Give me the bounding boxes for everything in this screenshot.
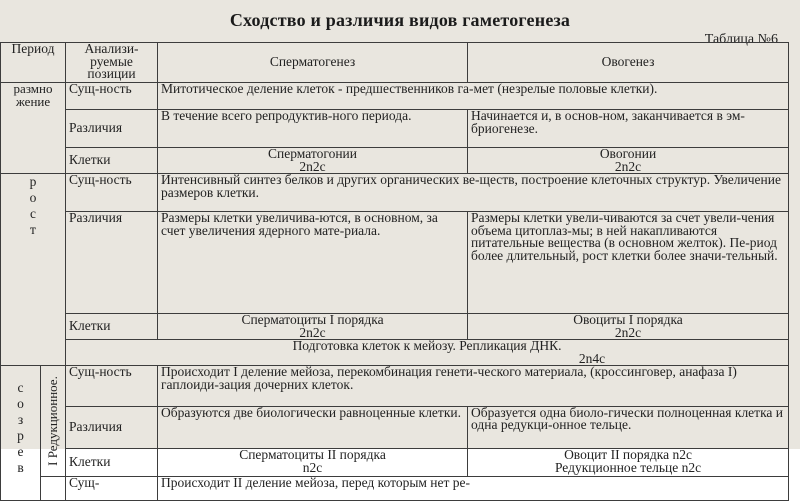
growth-essence: Интенсивный синтез белков и других органических ве-ществ, построение клеточных структур. Увеличение размеров клетки. — [158, 174, 789, 212]
maturation2-essence: Происходит II деление мейоза, перед которым нет ре- — [158, 477, 789, 501]
table-row — [1, 110, 789, 148]
label-essence: Сущ-ность — [66, 366, 158, 407]
growth-diff-oo: Размеры клетки увели-чиваются за счет увели-чения объема цитоплаз-мы; в ней накапливаются питательные вещества (в основном желток). Пе-риод более длительный, рост клетки более значи-тельный. — [468, 212, 789, 314]
table-row — [1, 174, 789, 212]
period-maturation — [1, 366, 41, 501]
reproduction-diff-sperm: В течение всего репродуктив-ного периода. — [158, 110, 468, 148]
reproduction-diff-oo: Начинается и, в основ-ном, заканчивается в эм-бриогенезе. — [468, 110, 789, 148]
growth-cells-sperm — [158, 314, 468, 340]
reproduction-cells-oo — [468, 148, 789, 174]
period-letter: о — [29, 190, 37, 205]
period-letter: т — [30, 222, 36, 237]
label-cells: Клетки — [66, 314, 158, 340]
cell-formula: 2n2c — [614, 324, 642, 340]
gametogenesis-table — [0, 41, 788, 490]
header-analyzed-positions: Анализи-руемые позиции — [66, 43, 158, 83]
cell-name: Сперматоциты II порядка — [239, 447, 386, 463]
reproduction-cells-sperm — [158, 148, 468, 174]
maturation1-cells-sperm — [158, 449, 468, 477]
cell-name: Овоциты I порядка — [573, 312, 683, 327]
table-row — [1, 449, 789, 477]
period-letter: с — [17, 380, 24, 395]
table-row — [1, 148, 789, 174]
period-growth — [1, 174, 66, 366]
period-letter: р — [17, 428, 24, 443]
period-letter: р — [29, 174, 37, 189]
table-row — [1, 366, 789, 407]
cell-name: Сперматогонии — [268, 146, 357, 161]
cell-name: Овоцит II порядка n2c — [564, 447, 692, 463]
table-row — [1, 212, 789, 314]
table-row — [1, 83, 789, 110]
label-cells: Клетки — [66, 148, 158, 174]
maturation1-diff-sperm: Образуются две биологически равноценные клетки. — [158, 406, 468, 449]
period-letter: е — [17, 444, 24, 459]
maturation1-diff-oo: Образуется одна биоло-гически полноценная клетка и одна редукци-онное тельце. — [468, 406, 789, 449]
growth-diff-sperm: Размеры клетки увеличива-ются, в основном, за счет увеличения ядерного мате-риала. — [158, 212, 468, 314]
maturation1-cells-oo — [468, 449, 789, 477]
cell-name: Сперматоциты I порядка — [241, 312, 384, 327]
table-row — [1, 406, 789, 449]
page-title: Сходство и различия видов гаметогенеза — [229, 10, 571, 30]
label-essence: Сущ-ность — [66, 174, 158, 212]
maturation1-essence: Происходит I деление мейоза, перекомбинация генети-ческого материала, (кроссинговер, анафаза I) гаплоиди-зация дочерних клеток. — [158, 366, 789, 407]
cell-name: Овогонии — [599, 146, 657, 161]
header-spermatogenesis: Сперматогенез — [158, 43, 468, 83]
reproduction-essence: Митотическое деление клеток - предшественников га-мет (незрелые половые клетки). — [158, 83, 789, 110]
period-letter: с — [30, 206, 36, 221]
division-second — [41, 477, 66, 501]
period-letter: о — [17, 396, 24, 411]
label-differences: Различия — [66, 406, 158, 449]
cell-formula: 2n2c — [614, 158, 642, 174]
table-number: Таблица №6 — [704, 32, 778, 47]
growth-preparation — [66, 340, 789, 366]
label-differences: Различия — [66, 212, 158, 314]
period-letter: з — [17, 412, 24, 427]
table-row — [1, 340, 789, 366]
table-row — [1, 314, 789, 340]
header-period: Период — [1, 43, 66, 83]
period-letter: в — [17, 460, 24, 475]
label-differences: Различия — [66, 110, 158, 148]
cell-formula: 2n2c — [299, 158, 326, 174]
label-cells: Клетки — [66, 449, 158, 477]
label-essence-partial: Сущ- — [66, 477, 158, 501]
label-essence: Сущ-ность — [66, 83, 158, 110]
division-reduction-label: I Редукционное. — [44, 376, 60, 466]
table-row — [1, 477, 789, 501]
division-reduction — [41, 366, 66, 477]
cell-formula: 2n2c — [299, 324, 326, 340]
preparation-formula: 2n4c — [578, 350, 606, 366]
table-header-row — [1, 43, 789, 83]
cell-formula: n2c — [302, 459, 323, 475]
preparation-text: Подготовка клеток к мейозу. Репликация ДНК. — [292, 338, 562, 353]
cell-formula: Редукционное тельце n2c — [554, 459, 702, 475]
period-reproduction: размно жение — [1, 83, 66, 174]
header-oogenesis: Овогенез — [468, 43, 789, 83]
growth-cells-oo — [468, 314, 789, 340]
